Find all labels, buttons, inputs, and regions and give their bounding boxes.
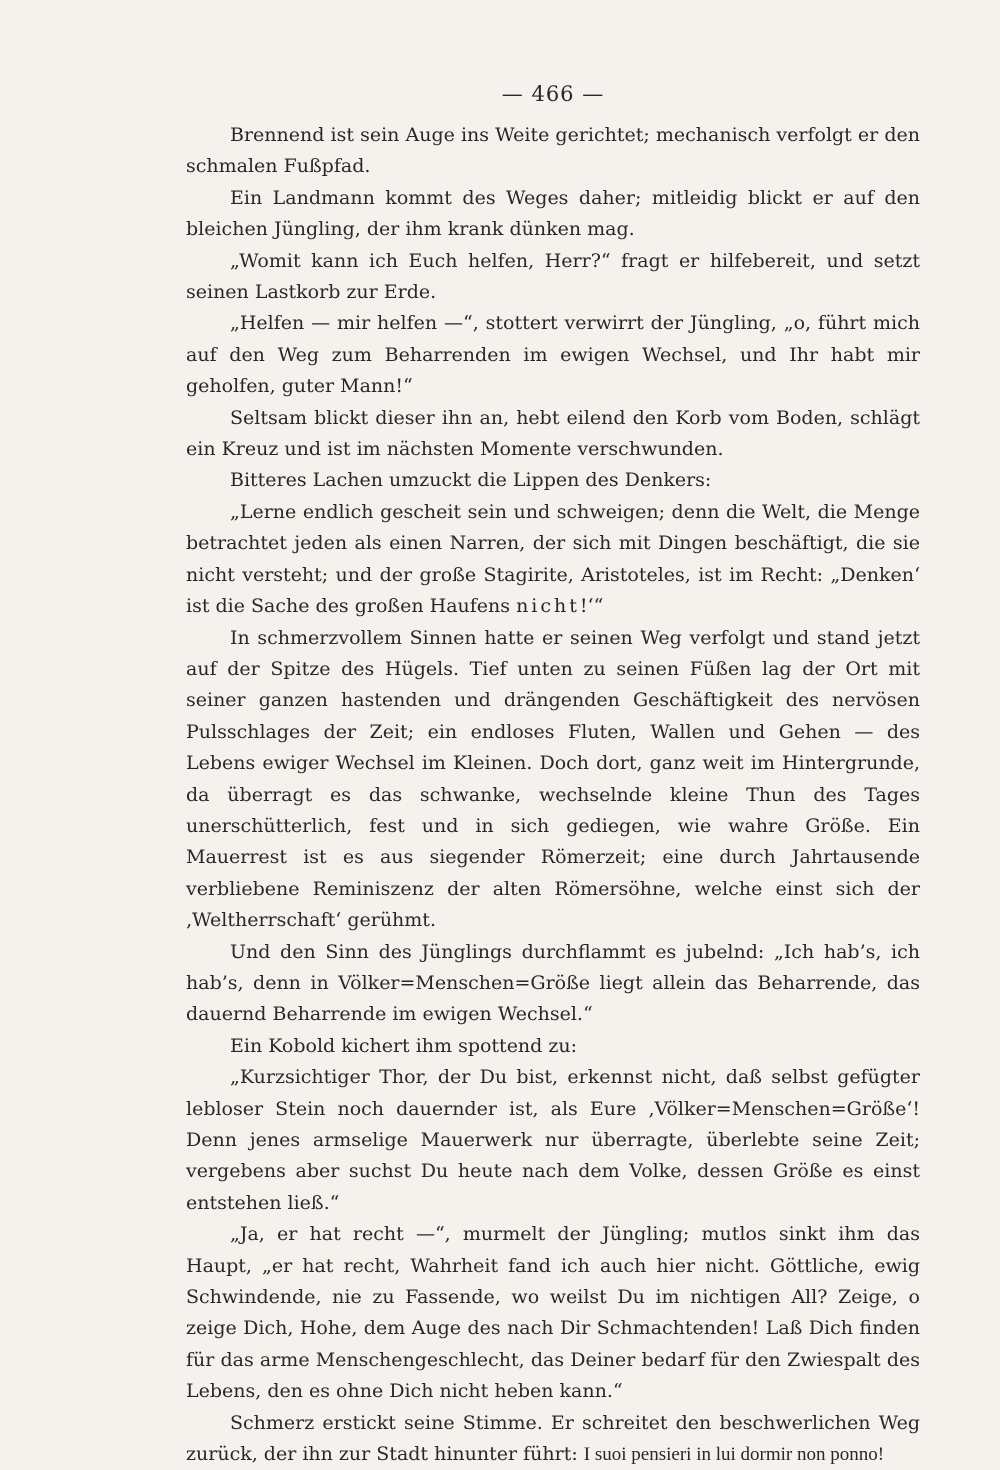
- paragraph-11: „Kurzsichtiger Thor, der Du bist, erkennst nicht, daß selbst gefügter lebloser Stein noch dauernder ist, als Eure ‚Völker=Menschen=Größe‘! Denn jenes armselige Mauerwerk nur überragte, überlebte seine Zeit; vergebens aber suchst Du heute nach dem Volke, dessen Größe es einst entstehen ließ.“: [186, 1066, 920, 1214]
- paragraph-7-main: „Lerne endlich gescheit sein und schweigen; denn die Welt, die Menge betrachtet jeden als einen Narren, der sich mit Dingen beschäftigt, die sie nicht versteht; und der große Stagirite, Aristoteles, ist im Recht: „Denken‘ ist die Sache des großen Haufens: [186, 500, 920, 618]
- paragraph-4: „Helfen — mir helfen —“, stottert verwirrt der Jüngling, „o, führt mich auf den Weg zum Beharrenden im ewigen Wechsel, und Ihr habt mir geholfen, guter Mann!“: [186, 312, 920, 398]
- paragraph-6: Bitteres Lachen umzuckt die Lippen des Denkers:: [230, 469, 712, 492]
- paragraph-7-emphasis: nicht: [516, 595, 580, 618]
- paragraph-12: „Ja, er hat recht —“, murmelt der Jüngling; mutlos sinkt ihm das Haupt, „er hat recht, Wahrheit fand ich auch hier nicht. Göttliche, ewig Schwindende, nie zu Fassende, wo weilst Du im nichtigen All? Zeige, o zeige Dich, Hohe, dem Auge des nach Dir Schmachtenden! Laß Dich finden für das arme Menschengeschlecht, das Deiner bedarf für den Zwiespalt des Lebens, den es ohne Dich nicht heben kann.“: [186, 1223, 920, 1403]
- paragraph-9: Und den Sinn des Jünglings durchflammt es jubelnd: „Ich hab’s, ich hab’s, denn in Völker=Menschen=Größe liegt allein das Beharrende, das dauernd Beharrende im ewigen Wechsel.“: [186, 940, 920, 1026]
- paragraph-1: Brennend ist sein Auge ins Weite gerichtet; mechanisch verfolgt er den schmalen Fußpfad.: [186, 124, 920, 178]
- paragraph-8: In schmerzvollem Sinnen hatte er seinen Weg verfolgt und stand jetzt auf der Spitze des Hügels. Tief unten zu seinen Füßen lag der Ort mit seiner ganzen hastenden und drängenden Geschäftigkeit des nervösen Pulsschlages der Zeit; ein endloses Fluten, Wallen und Gehen — des Lebens ewiger Wechsel im Kleinen. Doch dort, ganz weit im Hintergrunde, da überragt es das schwanke, wechselnde kleine Thun des Tages unerschütterlich, fest und in sich gediegen, wie wahre Größe. Ein Mauerrest ist es aus siegender Römerzeit; eine durch Jahrtausende verbliebene Reminiszenz der alten Römersöhne, welche einst sich der ‚Weltherrschaft‘ gerühmt.: [186, 626, 920, 932]
- paragraph-5: Seltsam blickt dieser ihn an, hebt eilend den Korb vom Boden, schlägt ein Kreuz und ist im nächsten Momente verschwunden.: [186, 406, 920, 461]
- paragraph-3: „Womit kann ich Euch helfen, Herr?“ fragt er hilfebereit, und setzt seinen Lastkorb zur Erde.: [186, 249, 920, 304]
- paragraph-7: [186, 497, 920, 623]
- page-number: — 466 —: [501, 82, 605, 106]
- paragraph-13-main: Schmerz erstickt seine Stimme. Er schreitet den beschwerlichen Weg zurück, der ihn zur Stadt hinunter führt:: [186, 1411, 920, 1466]
- paragraph-7-end: !‘“: [579, 595, 604, 618]
- paragraph-13: [186, 1408, 920, 1470]
- body-text: [186, 120, 920, 1470]
- paragraph-10: Ein Kobold kichert ihm spottend zu:: [230, 1034, 578, 1057]
- paragraph-2: Ein Landmann kommt des Weges daher; mitleidig blickt er auf den bleichen Jüngling, der ihm krank dünken mag.: [186, 186, 920, 241]
- paragraph-13-latin-quote: I suoi pensieri in lui dormir non ponno!: [583, 1444, 885, 1466]
